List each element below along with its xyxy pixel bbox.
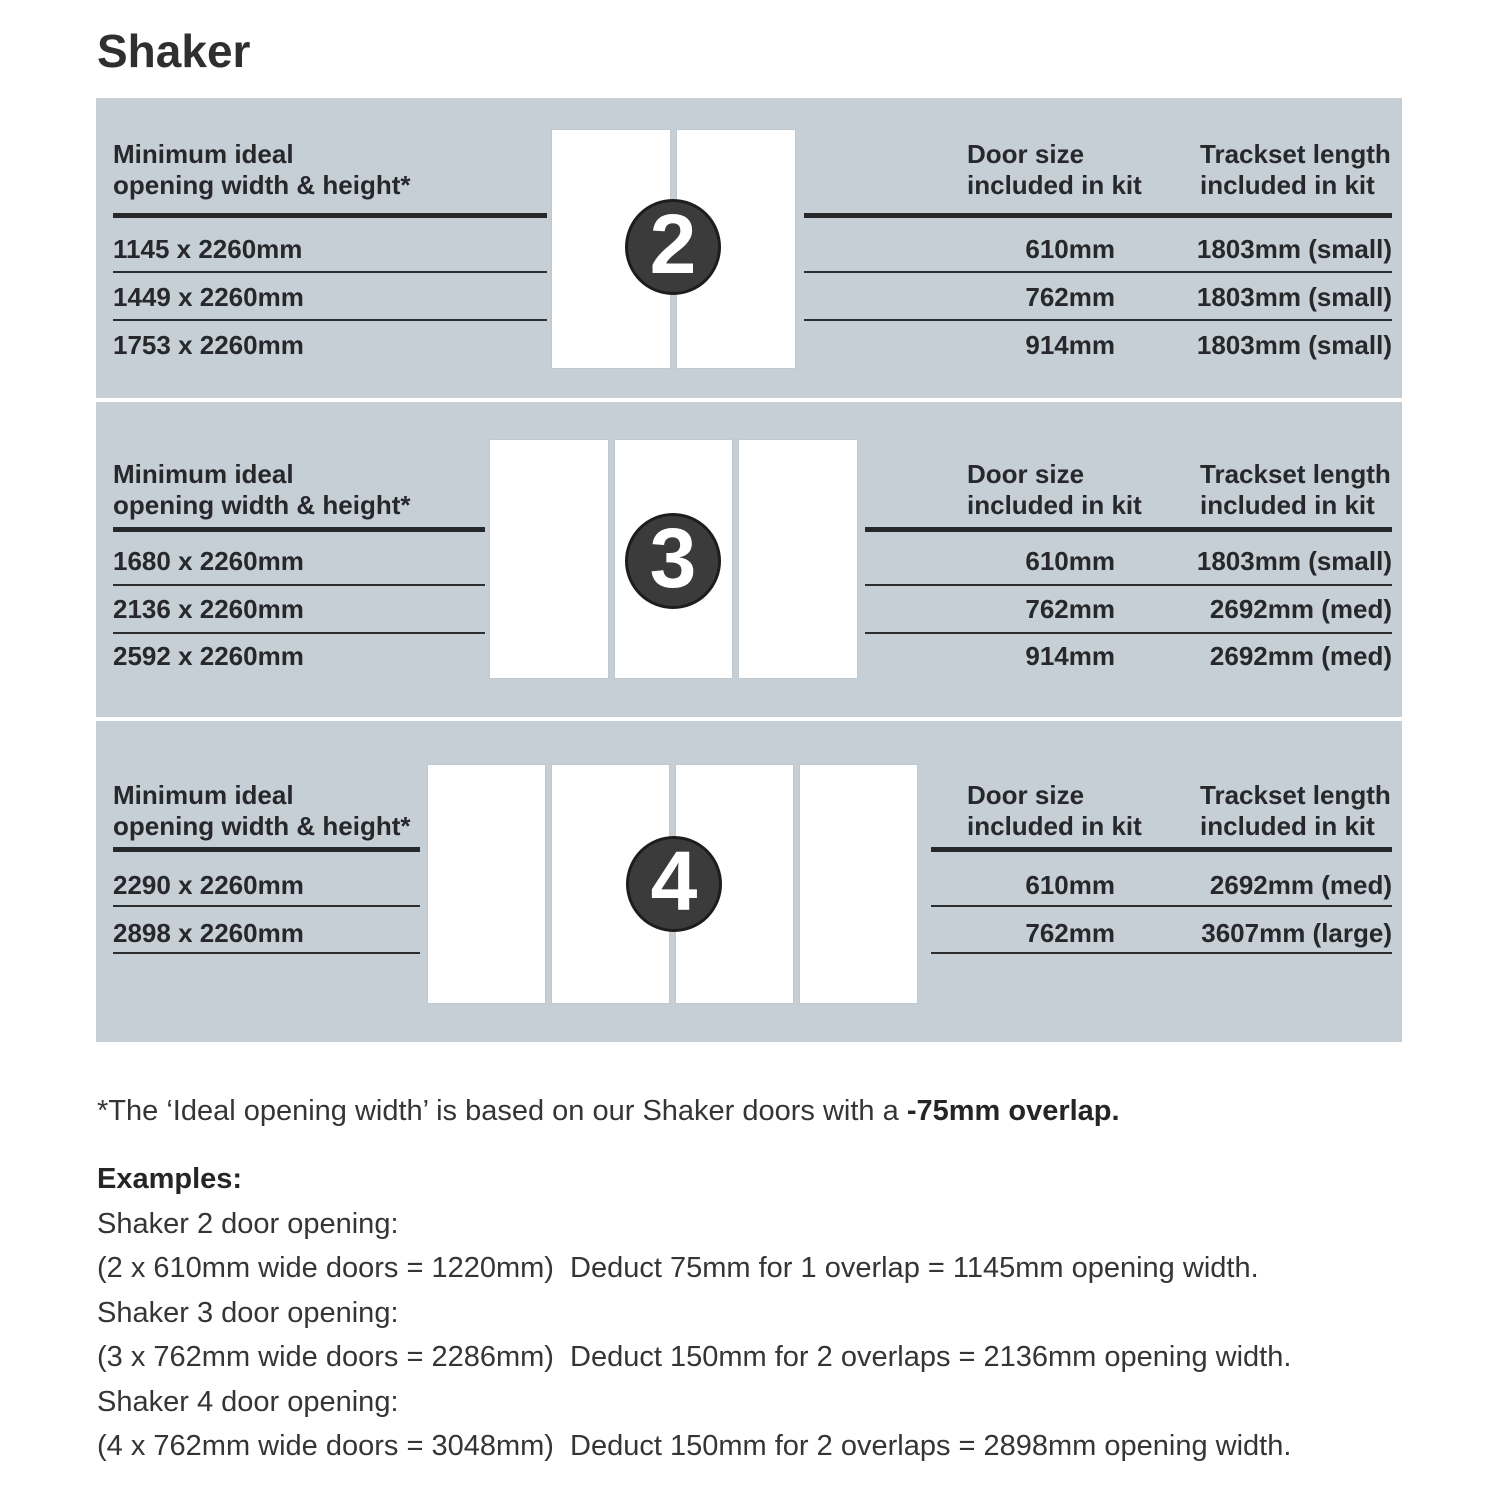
row-rule	[931, 952, 1392, 954]
footnote: *The ‘Ideal opening width’ is based on our Shaker doors with a -75mm overlap.	[97, 1095, 1120, 1127]
opening-header: Minimum ideal opening width & height*	[113, 780, 411, 841]
page-title: Shaker	[97, 25, 251, 77]
row-rule	[113, 319, 547, 321]
trackset-cell: 1803mm (small)	[1196, 330, 1392, 360]
opening-cell: 1753 x 2260mm	[113, 330, 304, 360]
door-size-header: Door size included in kit	[967, 780, 1142, 841]
door-size-cell: 762mm	[1025, 282, 1115, 312]
trackset-cell: 1803mm (small)	[1196, 546, 1392, 576]
example-line: (2 x 610mm wide doors = 1220mm) Deduct 75mm for 1 overlap = 1145mm opening width.	[97, 1252, 1259, 1284]
example-line: (4 x 762mm wide doors = 3048mm) Deduct 150mm for 2 overlaps = 2898mm opening width.	[97, 1430, 1292, 1462]
door-size-header: Door size included in kit	[967, 459, 1142, 520]
door-size-cell: 610mm	[1025, 234, 1115, 264]
door-count-badge: 2	[625, 199, 721, 295]
row-rule	[113, 584, 485, 586]
trackset-header: Trackset length included in kit	[1200, 780, 1391, 841]
section-divider	[96, 398, 1402, 402]
door-size-cell: 762mm	[1025, 918, 1115, 948]
row-rule	[113, 632, 485, 634]
examples-heading: Examples:	[97, 1163, 243, 1195]
door-size-cell: 610mm	[1025, 870, 1115, 900]
row-rule	[865, 632, 1392, 634]
row-rule	[804, 271, 1392, 273]
trackset-cell: 2692mm (med)	[1209, 641, 1392, 671]
example-line: Shaker 2 door opening:	[97, 1208, 399, 1240]
opening-cell: 1449 x 2260mm	[113, 282, 304, 312]
trackset-cell: 2692mm (med)	[1209, 594, 1392, 624]
opening-cell: 2136 x 2260mm	[113, 594, 304, 624]
header-rule	[113, 213, 547, 218]
door-panel	[739, 440, 857, 678]
trackset-cell: 1803mm (small)	[1196, 234, 1392, 264]
opening-cell: 2898 x 2260mm	[113, 918, 304, 948]
row-rule	[804, 319, 1392, 321]
example-line: Shaker 3 door opening:	[97, 1297, 399, 1329]
trackset-header: Trackset length included in kit	[1200, 459, 1391, 520]
trackset-header: Trackset length included in kit	[1200, 139, 1391, 200]
example-line: (3 x 762mm wide doors = 2286mm) Deduct 150mm for 2 overlaps = 2136mm opening width.	[97, 1341, 1292, 1373]
row-rule	[113, 952, 420, 954]
door-size-cell: 914mm	[1025, 330, 1115, 360]
opening-header: Minimum ideal opening width & height*	[113, 459, 411, 520]
door-size-cell: 914mm	[1025, 641, 1115, 671]
header-rule	[931, 847, 1392, 852]
opening-cell: 1145 x 2260mm	[113, 234, 303, 264]
opening-cell: 2592 x 2260mm	[113, 641, 304, 671]
row-rule	[113, 271, 547, 273]
trackset-cell: 2692mm (med)	[1209, 870, 1392, 900]
row-rule	[865, 584, 1392, 586]
door-size-cell: 762mm	[1025, 594, 1115, 624]
opening-cell: 1680 x 2260mm	[113, 546, 304, 576]
row-rule	[931, 905, 1392, 907]
trackset-cell: 1803mm (small)	[1196, 282, 1392, 312]
trackset-cell: 3607mm (large)	[1201, 918, 1392, 948]
footnote-bold: -75mm overlap.	[906, 1095, 1120, 1127]
opening-cell: 2290 x 2260mm	[113, 870, 304, 900]
door-count-badge: 4	[626, 836, 722, 932]
door-size-header: Door size included in kit	[967, 139, 1142, 200]
header-rule	[804, 213, 1392, 218]
section-divider	[96, 717, 1402, 721]
door-panel	[490, 440, 608, 678]
opening-header: Minimum ideal opening width & height*	[113, 139, 411, 200]
example-line: Shaker 4 door opening:	[97, 1386, 399, 1418]
header-rule	[865, 527, 1392, 532]
header-rule	[113, 527, 485, 532]
row-rule	[113, 905, 420, 907]
door-size-cell: 610mm	[1025, 546, 1115, 576]
door-count-badge: 3	[625, 513, 721, 609]
door-panel	[428, 765, 545, 1003]
header-rule	[113, 847, 420, 852]
